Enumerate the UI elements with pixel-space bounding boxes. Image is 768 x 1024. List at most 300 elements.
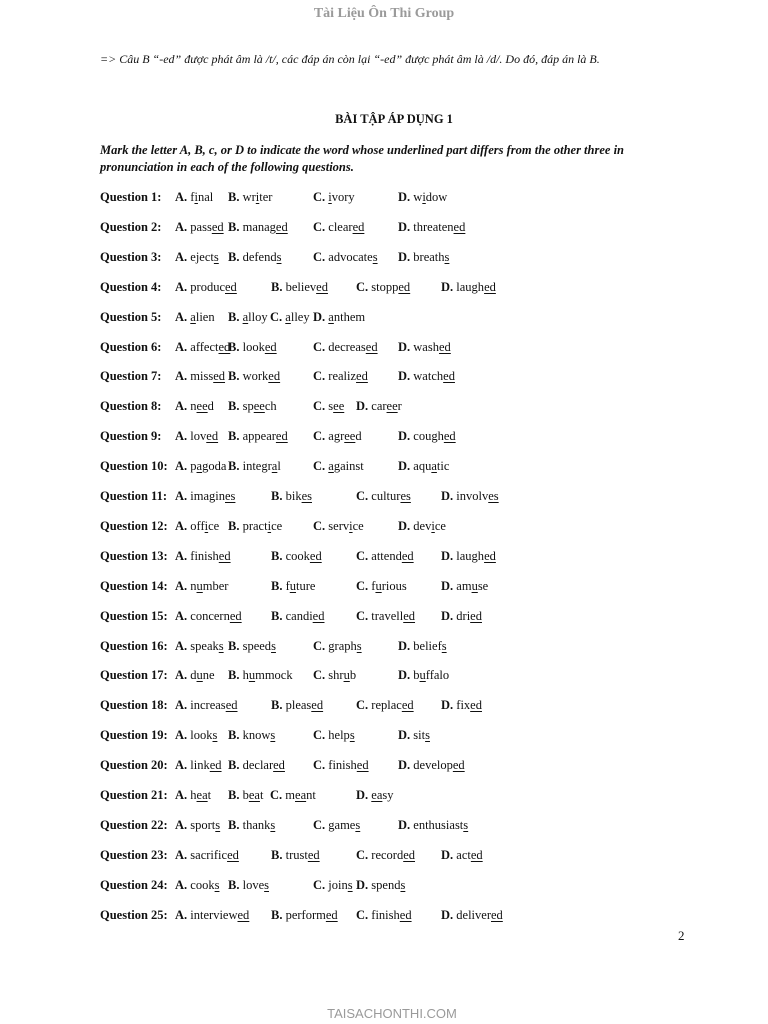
option-word-start: belief [413, 638, 442, 653]
option-word-start: integr [242, 459, 272, 474]
option-letter: C. [356, 279, 372, 294]
underlined-part: es [400, 489, 411, 503]
answer-option [175, 248, 219, 266]
option-word-start: record [371, 847, 404, 862]
option-word-start: realiz [328, 369, 357, 384]
underlined-part: ee [344, 429, 356, 444]
option-word-start: travell [371, 608, 404, 623]
answer-option [271, 577, 315, 595]
underlined-part: s [218, 638, 224, 653]
option-letter: D. [398, 518, 414, 533]
answer-option [398, 427, 456, 445]
underlined-part: s [441, 638, 447, 653]
underlined-part: ed [213, 369, 226, 384]
option-word-start: threaten [413, 219, 454, 234]
underlined-part: u [471, 578, 478, 593]
answer-option [441, 696, 482, 714]
option-word-start: aqu [413, 459, 432, 474]
option-word-start: laugh [456, 279, 485, 294]
underlined-part: ed [398, 279, 411, 294]
answer-option [313, 188, 355, 206]
option-word-start: concern [190, 608, 230, 623]
underlined-part: s [213, 249, 219, 264]
option-word-start: decreas [328, 339, 366, 354]
answer-option [313, 637, 362, 655]
underlined-part: ee [386, 399, 398, 414]
option-letter: B. [271, 279, 286, 294]
underlined-part: s [271, 638, 276, 653]
option-letter: D. [398, 817, 414, 832]
answer-option [313, 218, 364, 236]
option-letter: A. [175, 429, 191, 444]
underlined-part: ea [196, 788, 208, 802]
page-number: 2 [678, 928, 685, 943]
option-letter: D. [398, 459, 414, 474]
answer-option [175, 278, 237, 296]
answer-option [175, 577, 228, 595]
underlined-part: u [196, 578, 203, 593]
option-word-start: cook [190, 877, 215, 892]
option-letter: A. [175, 668, 191, 683]
answer-option [175, 906, 249, 924]
underlined-part: ed [452, 758, 465, 773]
answer-option [356, 906, 412, 924]
option-word-start: m [285, 788, 296, 802]
option-word-end: ter [259, 190, 273, 204]
option-letter: A. [175, 190, 191, 204]
option-word-start: cook [285, 548, 310, 563]
option-letter: C. [313, 249, 329, 264]
option-word-start: manag [242, 219, 276, 234]
underlined-part: u [248, 668, 256, 683]
option-letter: B. [228, 190, 243, 204]
underlined-part: ed [401, 698, 414, 713]
option-word-end: nal [197, 190, 214, 204]
option-word-start: shr [328, 668, 344, 683]
option-word-end: nt [306, 788, 316, 802]
answer-option [270, 308, 310, 326]
option-word-end: goda [202, 459, 227, 474]
option-word-start: believ [285, 279, 317, 294]
underlined-part: u [375, 578, 382, 593]
option-word-start: lov [190, 429, 207, 444]
answer-option [175, 846, 239, 864]
answer-option [175, 338, 230, 356]
answer-option [441, 487, 499, 505]
option-word-start: spend [371, 877, 401, 892]
option-word-start: declar [242, 758, 274, 773]
option-letter: D. [441, 489, 457, 503]
answer-option [356, 786, 394, 804]
option-word-start: agr [328, 429, 345, 444]
underlined-part: ed [438, 339, 451, 354]
option-word-start: sit [413, 728, 426, 743]
option-letter: B. [228, 877, 243, 892]
option-word-start: dri [456, 608, 471, 623]
footer-site: TAISACHONTHI.COM [327, 1006, 457, 1021]
answer-option [398, 188, 447, 206]
option-letter: A. [175, 518, 191, 533]
option-word-start: defend [242, 249, 277, 264]
option-letter: C. [356, 608, 372, 623]
option-letter: B. [228, 339, 243, 354]
option-word-start: cultur [371, 489, 401, 503]
option-letter: B. [228, 459, 243, 474]
answer-option [175, 487, 235, 505]
option-word-start: d [190, 668, 197, 683]
option-word-end: l [277, 459, 281, 474]
option-word-start: affect [190, 339, 219, 354]
option-letter: B. [228, 518, 243, 533]
option-letter: C. [356, 578, 372, 593]
answer-option [175, 816, 220, 834]
option-letter: C. [313, 190, 329, 204]
answer-option [228, 427, 288, 445]
option-word-end: lley [290, 309, 310, 324]
underlined-part: ed [401, 548, 414, 563]
question-label: Question 19: [100, 728, 168, 743]
option-word-end: sy [382, 788, 394, 802]
underlined-part: u [289, 578, 297, 593]
question-label: Question 15: [100, 608, 168, 623]
answer-option [356, 487, 411, 505]
underlined-part: a [190, 309, 196, 324]
underlined-part: ed [264, 339, 277, 354]
option-word-end: t [259, 788, 264, 802]
answer-option [228, 397, 277, 415]
answer-option [313, 726, 355, 744]
option-word-start: link [190, 758, 210, 773]
option-letter: D. [441, 548, 457, 563]
underlined-part: ed [311, 698, 324, 713]
option-letter: B. [271, 907, 286, 922]
underlined-part: i [194, 190, 198, 204]
option-word-start: watch [413, 369, 444, 384]
answer-option [356, 278, 410, 296]
option-word-start: am [456, 578, 472, 593]
answer-option [313, 666, 356, 684]
option-letter: C. [356, 847, 372, 862]
option-letter: B. [271, 548, 286, 563]
answer-option [175, 367, 225, 385]
option-letter: C. [313, 339, 329, 354]
option-word-start: wash [413, 339, 439, 354]
answer-option [270, 786, 316, 804]
option-letter: B. [228, 817, 243, 832]
option-word-end: ch [264, 399, 277, 414]
underlined-part: i [431, 518, 435, 533]
answer-option [441, 547, 496, 565]
question-label: Question 3: [100, 249, 162, 264]
option-word-start: enthusiast [413, 817, 464, 832]
answer-option [441, 607, 482, 625]
underlined-part: ed [206, 429, 219, 444]
underlined-part: i [255, 190, 260, 204]
answer-option [175, 218, 224, 236]
underlined-part: ea [295, 788, 307, 802]
answer-option [313, 457, 364, 475]
answer-option [356, 547, 414, 565]
option-word-start: w [413, 190, 423, 204]
underlined-part: u [343, 668, 350, 683]
option-word-start: s [328, 399, 334, 414]
option-word-end: r [397, 399, 402, 414]
option-letter: D. [398, 728, 414, 743]
underlined-part: ed [309, 548, 322, 563]
option-word-start: finish [190, 548, 219, 563]
option-letter: A. [175, 459, 191, 474]
option-letter: D. [441, 608, 457, 623]
option-letter: D. [313, 309, 329, 324]
underlined-part: a [271, 459, 278, 474]
option-word-end: ture [296, 578, 316, 593]
answer-option [175, 517, 219, 535]
option-letter: D. [441, 698, 457, 713]
underlined-part: s [270, 728, 276, 743]
option-letter: C. [313, 877, 329, 892]
option-letter: B. [228, 638, 243, 653]
question-label: Question 24: [100, 877, 168, 892]
option-letter: B. [228, 399, 243, 414]
option-word-start: love [242, 877, 265, 892]
option-word-end: t [207, 788, 212, 802]
option-letter: B. [228, 668, 243, 683]
option-word-start: bik [285, 489, 302, 503]
option-letter: C. [313, 219, 329, 234]
option-word-start: wr [242, 190, 256, 204]
underlined-part: ed [312, 608, 325, 623]
option-letter: C. [313, 518, 329, 533]
question-label: Question 21: [100, 788, 168, 802]
option-word-start: b [413, 668, 420, 683]
underlined-part: es [225, 489, 236, 503]
option-word-end: lien [195, 309, 215, 324]
underlined-part: s [212, 728, 218, 743]
option-word-start: speak [190, 638, 219, 653]
answer-option [228, 308, 268, 326]
underlined-part: ed [352, 219, 365, 234]
option-word-start: speed [242, 638, 272, 653]
option-word-end: lloy [248, 309, 268, 324]
option-letter: B. [228, 788, 243, 802]
option-letter: B. [228, 758, 243, 773]
option-letter: A. [175, 638, 191, 653]
option-letter: A. [175, 369, 191, 384]
underlined-part: ed [443, 429, 456, 444]
option-letter: C. [356, 489, 372, 503]
option-letter: C. [313, 638, 329, 653]
option-word-start: finish [328, 758, 357, 773]
answer-option [398, 726, 430, 744]
option-letter: A. [175, 309, 191, 324]
option-word-start: cough [413, 429, 444, 444]
underlined-part: ed [225, 698, 238, 713]
underlined-part: ed [356, 758, 369, 773]
answer-option [271, 278, 328, 296]
answer-option [228, 248, 281, 266]
answer-option [398, 666, 449, 684]
option-letter: A. [175, 548, 191, 563]
option-letter: B. [228, 309, 243, 324]
answer-option [175, 607, 242, 625]
underlined-part: s [347, 877, 353, 892]
question-label: Question 13: [100, 548, 168, 563]
option-letter: D. [398, 668, 414, 683]
answer-option [313, 427, 362, 445]
option-letter: B. [228, 429, 243, 444]
answer-option [175, 457, 226, 475]
option-word-start: increas [190, 698, 226, 713]
option-word-start: sacrific [190, 847, 228, 862]
option-word-start: n [190, 399, 197, 414]
underlined-part: i [328, 190, 332, 204]
answer-option [271, 696, 323, 714]
option-word-start: f [371, 578, 376, 593]
underlined-part: ed [268, 369, 281, 384]
option-letter: D. [398, 219, 414, 234]
option-word-start: f [285, 578, 290, 593]
underlined-part: ed [470, 698, 482, 713]
answer-option [313, 367, 368, 385]
option-word-start: h [242, 668, 249, 683]
option-word-start: laugh [456, 548, 485, 563]
answer-option [398, 367, 455, 385]
underlined-part: ed [218, 548, 231, 563]
answer-option [271, 607, 324, 625]
underlined-part: es [301, 489, 312, 503]
option-letter: D. [398, 339, 414, 354]
answer-option [313, 756, 369, 774]
answer-option [441, 278, 496, 296]
option-word-end: ce [271, 518, 283, 533]
option-letter: C. [356, 548, 372, 563]
option-word-end: b [349, 668, 357, 683]
answer-note: => Câu B “-ed” được phát âm là /t/, các đáp án còn lại “-ed” được phát âm là /d/. Do đó, đáp án là B. [100, 52, 600, 66]
underlined-part: ed [275, 219, 288, 234]
underlined-part: s [425, 728, 430, 743]
underlined-part: i [204, 518, 209, 533]
underlined-part: ed [470, 608, 482, 623]
underlined-part: s [214, 877, 220, 892]
option-letter: A. [175, 907, 191, 922]
answer-option [398, 457, 449, 475]
option-word-start: deliver [456, 907, 491, 922]
answer-option [175, 876, 219, 894]
answer-option [175, 696, 238, 714]
option-word-end: tic [436, 459, 450, 474]
underlined-part: a [242, 309, 249, 324]
underlined-part: u [196, 668, 203, 683]
option-word-end: mber [202, 578, 229, 593]
question-label: Question 16: [100, 638, 168, 653]
answer-option [228, 367, 280, 385]
underlined-part: ed [484, 548, 496, 563]
option-letter: C. [313, 429, 329, 444]
option-word-start: car [371, 399, 387, 414]
option-word-start: replac [371, 698, 402, 713]
option-letter: A. [175, 758, 191, 773]
option-word-end: d [207, 399, 214, 414]
underlined-part: s [264, 877, 269, 892]
option-letter: D. [398, 429, 414, 444]
option-letter: D. [398, 249, 414, 264]
underlined-part: ed [443, 369, 455, 384]
option-word-start: involv [456, 489, 489, 503]
option-letter: C. [313, 399, 329, 414]
answer-option [175, 188, 213, 206]
underlined-part: ea [371, 788, 383, 802]
option-letter: A. [175, 788, 191, 802]
answer-option [398, 816, 468, 834]
answer-option [313, 816, 360, 834]
underlined-part: a [196, 459, 203, 474]
answer-option [228, 218, 288, 236]
answer-option [398, 248, 449, 266]
option-word-end: nthem [333, 309, 366, 324]
option-letter: A. [175, 728, 191, 743]
question-label: Question 1: [100, 190, 162, 204]
question-label: Question 25: [100, 907, 168, 922]
answer-option [228, 726, 275, 744]
question-label: Question 22: [100, 817, 168, 832]
option-word-end: mmock [255, 668, 293, 683]
answer-option [398, 756, 465, 774]
option-word-end: ce [434, 518, 446, 533]
option-word-start: n [190, 578, 197, 593]
option-word-start: finish [371, 907, 400, 922]
option-letter: B. [271, 608, 286, 623]
answer-option [398, 517, 446, 535]
answer-option [356, 577, 407, 595]
option-letter: A. [175, 877, 191, 892]
question-label: Question 14: [100, 578, 168, 593]
option-word-start: fix [456, 698, 471, 713]
answer-option [313, 517, 364, 535]
answer-option [271, 487, 312, 505]
option-letter: A. [175, 817, 191, 832]
option-letter: D. [398, 190, 414, 204]
option-word-start: stopp [371, 279, 399, 294]
option-letter: C. [313, 459, 329, 474]
question-label: Question 18: [100, 698, 168, 713]
underlined-part: u [419, 668, 426, 683]
underlined-part: ea [248, 788, 260, 802]
option-letter: B. [228, 369, 243, 384]
option-letter: B. [271, 578, 286, 593]
option-letter: D. [441, 847, 457, 862]
underlined-part: ed [275, 429, 288, 444]
answer-option [175, 547, 231, 565]
option-word-start: produc [190, 279, 225, 294]
question-label: Question 5: [100, 309, 162, 324]
option-letter: D. [398, 758, 414, 773]
option-word-end: se [477, 578, 489, 593]
option-word-start: look [190, 728, 213, 743]
option-word-start: know [242, 728, 271, 743]
option-word-start: develop [413, 758, 453, 773]
underlined-part: ee [196, 399, 208, 414]
option-word-start: appear [242, 429, 276, 444]
option-word-start: help [328, 728, 350, 743]
underlined-part: ed [225, 279, 237, 294]
option-letter: A. [175, 399, 191, 414]
underlined-part: ed [325, 907, 338, 922]
option-letter: D. [441, 907, 457, 922]
underlined-part: a [285, 309, 291, 324]
underlined-part: s [270, 817, 276, 832]
answer-option [398, 338, 451, 356]
option-letter: A. [175, 578, 191, 593]
